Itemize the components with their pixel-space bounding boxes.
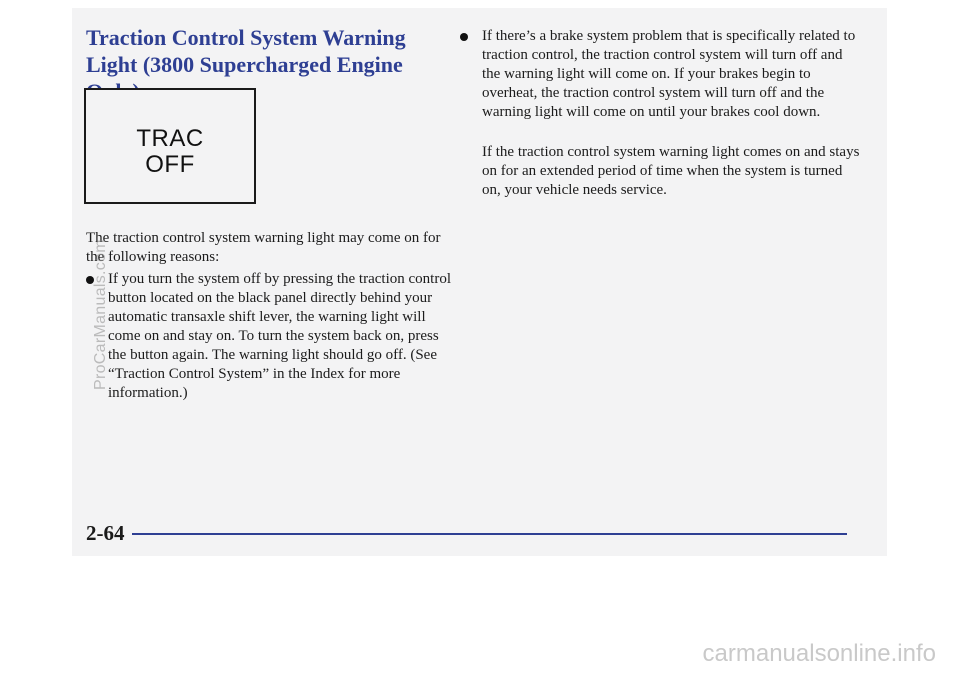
indicator-line-2: OFF [145,151,195,178]
list-item [86,270,456,403]
list-item [460,27,860,122]
intro-paragraph: The traction control system warning light may come on for the following reasons: [86,230,441,265]
footer-divider [132,533,847,535]
bullet-text: If there’s a brake system problem that is specifically related to traction control, the traction control system will turn off and the warning light will come on. If your brakes begin to overheat, the traction control system will turn off and the warning light will come on until your brakes cool down. [482,28,856,120]
bullet-text: If you turn the system off by pressing the traction control button located on the black panel directly behind your automatic transaxle shift lever, the warning light will come on and stay on. To turn the system back on, press the button again. The warning light should go off. (See “Traction Control System” in the Index for more information.) [108,271,451,401]
bullet-icon [460,33,468,41]
vertical-watermark: ProCarManuals.com [92,239,109,390]
bottom-watermark: carmanualsonline.info [702,640,936,667]
indicator-label [86,126,254,178]
service-paragraph: If the traction control system warning light comes on and stays on for an extended period of time when the system is turned on, your vehicle needs service. [482,144,860,198]
page-number: 2-64 [86,521,125,545]
trac-off-indicator-illustration [84,88,256,204]
indicator-line-1: TRAC [136,125,204,152]
section-title: Traction Control System Warning Light (3800 Supercharged Engine [86,25,406,77]
